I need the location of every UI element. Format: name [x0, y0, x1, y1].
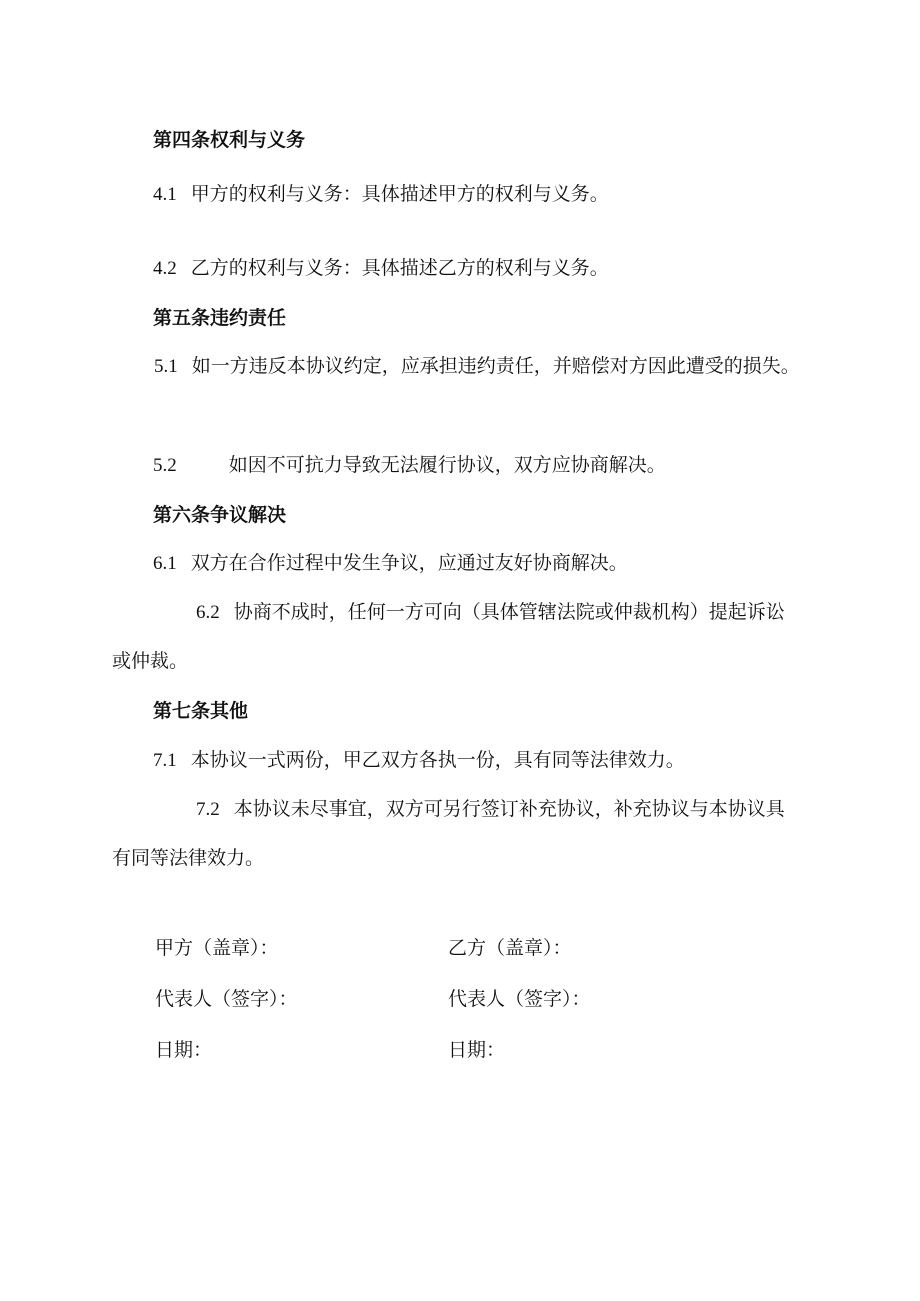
party-b-rep-label: 代表人（签字）： [448, 988, 591, 1010]
clause-6-2 [112, 588, 802, 685]
clause-text: 如一方违反本协议约定，应承担违约责任，并赔偿对方因此遭受的损失。 [191, 355, 800, 377]
clause-number: 6.2 [196, 602, 220, 623]
party-b-date-label: 日期： [448, 1039, 506, 1061]
clause-number: 5.2 [153, 455, 177, 476]
article-6-heading: 第六条争议解决 [153, 504, 287, 526]
clause-number: 7.2 [196, 799, 220, 820]
party-a-rep-label: 代表人（签字）： [155, 988, 298, 1010]
clause-text: 甲方的权利与义务：具体描述甲方的权利与义务。 [190, 183, 609, 205]
clause-text: 如因不可抗力导致无法履行协议，双方应协商解决。 [228, 454, 666, 476]
clause-6-1 [153, 551, 628, 576]
clause-text: 双方在合作过程中发生争议，应通过友好协商解决。 [190, 552, 628, 574]
clause-5-2 [153, 453, 666, 478]
clause-7-2 [112, 785, 802, 882]
clause-number: 5.1 [154, 356, 178, 377]
clause-number: 4.2 [153, 258, 177, 279]
clause-number: 6.1 [153, 553, 177, 574]
article-7-heading: 第七条其他 [153, 700, 249, 722]
party-a-date-label: 日期： [155, 1039, 213, 1061]
article-5-heading: 第五条违约责任 [153, 307, 287, 329]
clause-5-1 [112, 342, 802, 391]
clause-4-1 [153, 182, 609, 207]
party-b-seal-label: 乙方（盖章）： [448, 937, 572, 959]
clause-7-1 [153, 748, 685, 773]
article-4-heading: 第四条权利与义务 [153, 129, 306, 151]
clause-text: 本协议一式两份，甲乙双方各执一份，具有同等法律效力。 [190, 749, 685, 771]
clause-text: 本协议未尽事宜，双方可另行签订补充协议，补充协议与本协议具有同等法律效力。 [112, 798, 785, 869]
clause-number: 7.1 [153, 750, 177, 771]
clause-4-2 [153, 256, 609, 281]
clause-number: 4.1 [153, 184, 177, 205]
clause-text: 乙方的权利与义务：具体描述乙方的权利与义务。 [190, 257, 609, 279]
party-a-seal-label: 甲方（盖章）： [155, 937, 279, 959]
clause-text: 协商不成时，任何一方可向（具体管辖法院或仲裁机构）提起诉讼或仲裁。 [112, 601, 785, 672]
